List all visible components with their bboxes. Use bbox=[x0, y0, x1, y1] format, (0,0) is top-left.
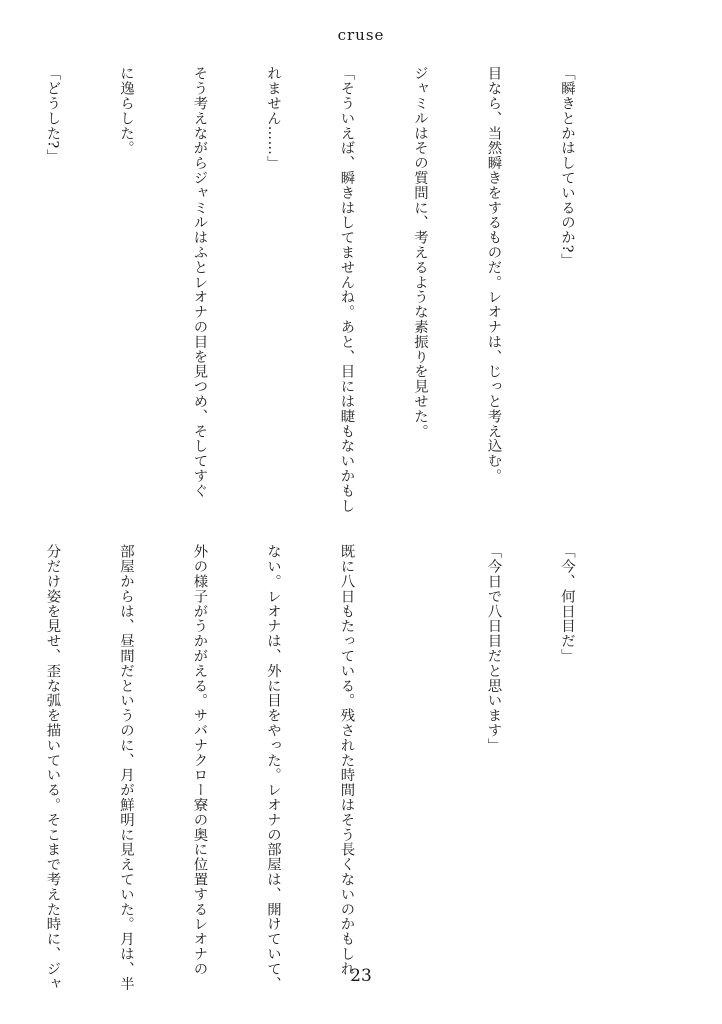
running-head: cruse bbox=[337, 26, 385, 44]
text-line: そう考えながらジャミルはふとレオナの目を見つめ、そしてすぐ bbox=[191, 66, 208, 499]
text-line: れません……」 bbox=[265, 66, 281, 171]
page-number: 23 bbox=[350, 966, 372, 986]
text-line: 「瞬きとかはしているのか?」 bbox=[559, 66, 575, 268]
text-line: 外の様子がうかがえる。サバナクロー寮の奥に位置するレオナの bbox=[191, 544, 208, 977]
text-line: 「そういえば、瞬きはしてませんね。あと、目には睫もないかもし bbox=[338, 66, 355, 513]
upper-text-block bbox=[44, 66, 628, 513]
text-line: ない。レオナは、外に目をやった。レオナの部屋は、開けていて、 bbox=[265, 544, 281, 991]
text-line: 「どうした?」 bbox=[44, 66, 61, 164]
text-line: 既に八日もたっている。残された時間はそう長くないのかもしれ bbox=[338, 544, 355, 977]
text-line: 「今日で八日目だと思います」 bbox=[485, 544, 502, 753]
text-line: に逸らした。 bbox=[118, 66, 134, 156]
text-line: 部屋からは、昼間だというのに、月が鮮明に見えていた。月は、半 bbox=[118, 544, 134, 991]
text-line: ジャミルはその質問に、考えるような素振りを見せた。 bbox=[412, 66, 428, 439]
text-line: 「今、何日目だ」 bbox=[559, 544, 575, 664]
text-line: 目なら、当然瞬きをするものだ。レオナは、じっと考え込む。 bbox=[485, 66, 502, 484]
text-line: 分だけ姿を見せ、歪な弧を描いている。そこまで考えた時に、ジャ bbox=[44, 544, 61, 991]
blank-line bbox=[408, 544, 433, 954]
